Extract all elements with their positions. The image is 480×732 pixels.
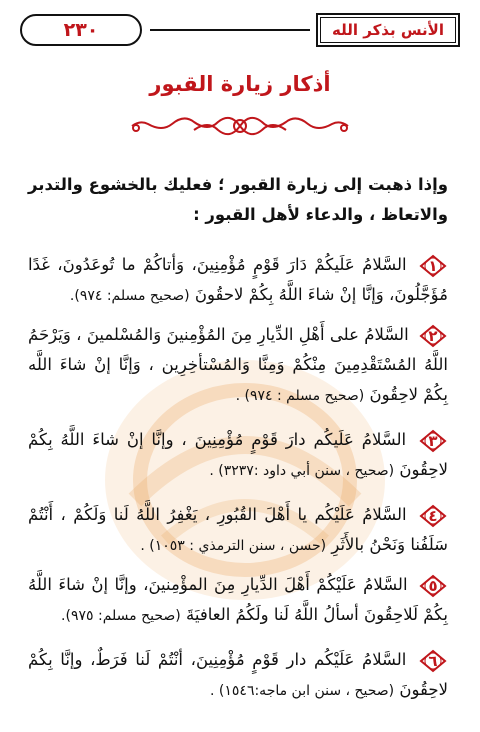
intro-paragraph: وإذا ذهبت إلى زيارة القبور ؛ فعليك بالخشوع والتدبر والاتعاظ ، والدعاء لأهل القبور : bbox=[28, 175, 448, 224]
entry-text: السَّلامُ عَلَيْكُمْ أَهْلَ الدِّيارِ مِنَ المؤْمِنينَ، وإنَّا إنْ شاءَ اللَّهُ بِكُمْ لَلاحِقُونَ أسألُ اللَّهُ لَنا ولَكُمُ العافيَةَ bbox=[28, 575, 448, 624]
entry-text: السَّلامُ عَلَيكُم دارَ قَوْمٍ مُؤْمِنِينَ ، وإنَّا إنْ شاءَ اللَّهُ بِكُمْ لاحِقُونَ bbox=[28, 430, 448, 479]
number-marker-icon bbox=[418, 504, 448, 528]
number-marker-icon bbox=[418, 649, 448, 673]
entry-source: (صحيح مسلم: ٩٧٥). bbox=[61, 608, 181, 624]
entry-number: ٦ bbox=[428, 651, 438, 670]
section-title: أذكار زيارة القبور bbox=[149, 72, 331, 96]
entry-source: (صحيح مسلم: ٩٧٤). bbox=[69, 288, 190, 304]
ornament-divider-icon bbox=[130, 108, 350, 144]
entry-number: ٢ bbox=[428, 326, 438, 345]
entry-number: ٤ bbox=[428, 506, 438, 525]
number-marker-icon bbox=[418, 254, 448, 278]
entry-text: السَّلامُ على أَهْلِ الدِّيارِ مِنَ المُؤْمِنينَ وَالمُسْلمينَ ، وَيَرْحَمُ اللَّهُ المُسْتَقْدِمِينَ مِنْكُمْ وَمِنَّا وَالمُسْتأخِرِين ، وَإنَّا إنْ شاءَ اللَّه بِكُمْ لاحِقُونَ bbox=[28, 325, 448, 404]
number-marker-icon bbox=[418, 574, 448, 598]
dua-entry-1 bbox=[28, 250, 448, 311]
entry-number: ٣ bbox=[428, 431, 438, 450]
entry-source: (صحيح مسلم : ٩٧٤) . bbox=[235, 388, 365, 404]
entry-source: (صحيح ، سنن أبي داود :٣٢٣٧) . bbox=[209, 463, 395, 479]
entry-text: السَّلامُ عَلَيكُمْ دَارَ قَوْمٍ مُؤْمِنِينَ، وَأتاكُمْ ما تُوعَدُونَ، غَدًا مُؤَجَّلُونَ، وَإنَّا إنْ شاءَ اللَّهُ بِكُمْ لاحقُونَ bbox=[28, 255, 448, 304]
number-marker-icon bbox=[418, 429, 448, 453]
dua-entry-4 bbox=[28, 500, 448, 561]
dua-entry-6 bbox=[28, 645, 448, 706]
number-marker-icon bbox=[418, 324, 448, 348]
entry-source: (حسن ، سنن الترمذي : ١٠٥٣) . bbox=[140, 538, 327, 554]
page-header bbox=[20, 10, 460, 50]
entry-source: (صحيح ، سنن ابن ماجه:١٥٤٦) . bbox=[210, 683, 395, 699]
dua-entry-3 bbox=[28, 425, 448, 486]
entry-number: ١ bbox=[428, 256, 438, 275]
header-rule bbox=[150, 29, 310, 31]
book-title: الأنس بذكر الله bbox=[320, 17, 456, 43]
page-number-badge bbox=[20, 14, 142, 46]
page-number: ٢٣٠ bbox=[63, 19, 99, 41]
book-title-box bbox=[316, 13, 460, 47]
entry-text: السَّلامُ عَلَيْكُم دار قَوْمٍ مُؤْمِنِينَ، أنْتُمْ لَنا فَرَطٌ، وإنَّا بِكُمْ لاحِقُونَ bbox=[28, 650, 448, 699]
dua-entry-5 bbox=[28, 570, 448, 631]
entry-number: ٥ bbox=[428, 576, 438, 595]
dua-entry-2 bbox=[28, 320, 448, 411]
entry-text: السَّلامُ عَلَيْكُم يا أَهْلَ القُبُورِ ، يَغْفِرُ اللَّهُ لَنا وَلَكُمْ ، أَنْتُمْ سَلَفُنا وَنَحْنُ بالأَثَرِ bbox=[28, 505, 448, 554]
